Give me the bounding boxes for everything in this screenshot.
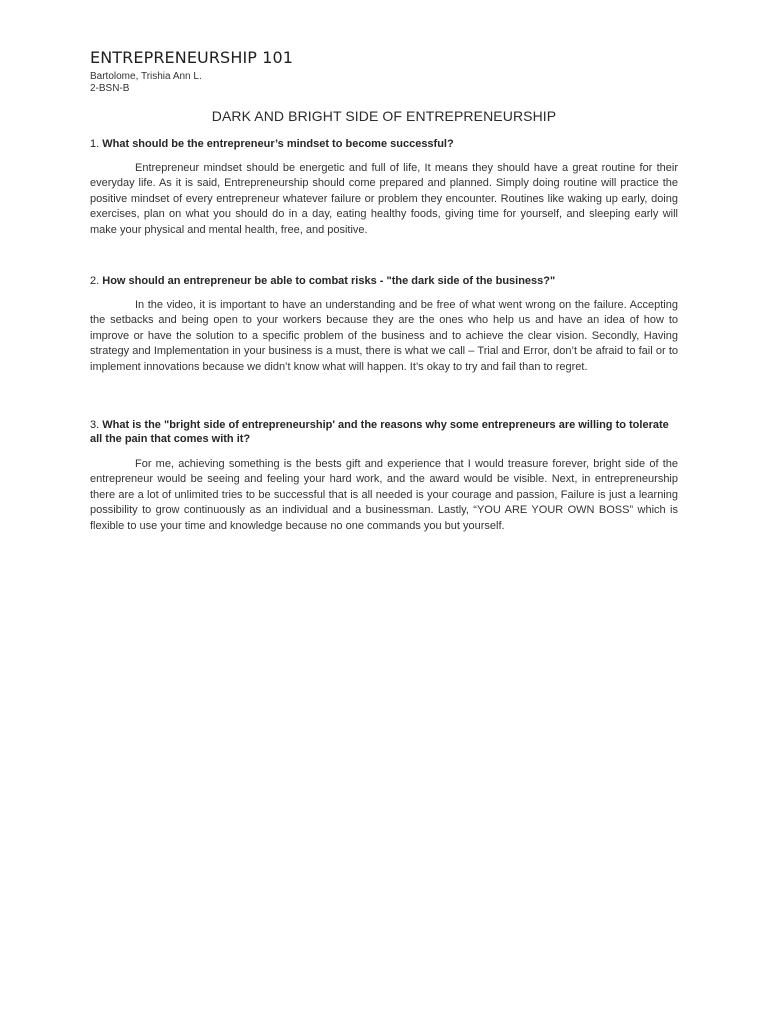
question-text: What should be the entrepreneur’s mindset to become successful? <box>102 138 454 150</box>
question-number: 2. <box>90 275 100 287</box>
question-number: 3. <box>90 419 100 431</box>
answer-3: For me, achieving something is the bests gift and experience that I would treasure forever, bright side of the entrepreneur would be seeing and feeling your hard work, and the award would be visible. Next, in entrepreneurship there are a lot of unlimited tries to be successful that is all needed is your courage and passion, Failure is just a learning possibility to grow continuously as an individual and a businessman. Lastly, “YOU ARE YOUR OWN BOSS” which is flexible to use your time and knowledge because no one commands you but yourself. <box>90 458 678 532</box>
question-text: What is the "bright side of entrepreneurship' and the reasons why some entrepreneurs are willing to tolerate all the pain that comes with it? <box>90 419 669 445</box>
answer-1: Entrepreneur mindset should be energetic and full of life, It means they should have a great routine for their everyday life. As it is said, Entrepreneurship should come prepared and planned. Simply doing routine will practice the positive mindset of every entrepreneur whatever failure or problem they encounter. Routines like waking up early, doing exercises, plan on what you should do in a day, eating healthy foods, giving time for yourself, and sleeping early will make your physical and mental health, free, and positive. <box>90 162 678 236</box>
question-number: 1. <box>90 138 100 150</box>
question-2 <box>90 274 678 288</box>
author-section: 2-BSN-B <box>90 83 130 94</box>
question-3 <box>90 418 678 446</box>
question-1 <box>90 137 678 151</box>
author-name: Bartolome, Trishia Ann L. <box>90 71 202 82</box>
question-text: How should an entrepreneur be able to combat risks - "the dark side of the business?" <box>102 275 556 287</box>
answer-2: In the video, it is important to have an understanding and be free of what went wrong on the failure. Accepting the setbacks and being open to your workers because they are the ones who help us and have an idea of how to improve or have the solution to a specific problem of the business and to achieve the clear vision. Secondly, Having strategy and Implementation in your business is a must, there is what we call – Trial and Error, don’t be afraid to fail or to implement innovations because we didn’t know what will happen. It’s okay to try and fail than to regret. <box>90 299 678 373</box>
document-title: ENTREPRENEURSHIP 101 <box>90 48 294 67</box>
essay-heading: DARK AND BRIGHT SIDE OF ENTREPRENEURSHIP <box>211 108 557 124</box>
author-block <box>90 71 202 95</box>
